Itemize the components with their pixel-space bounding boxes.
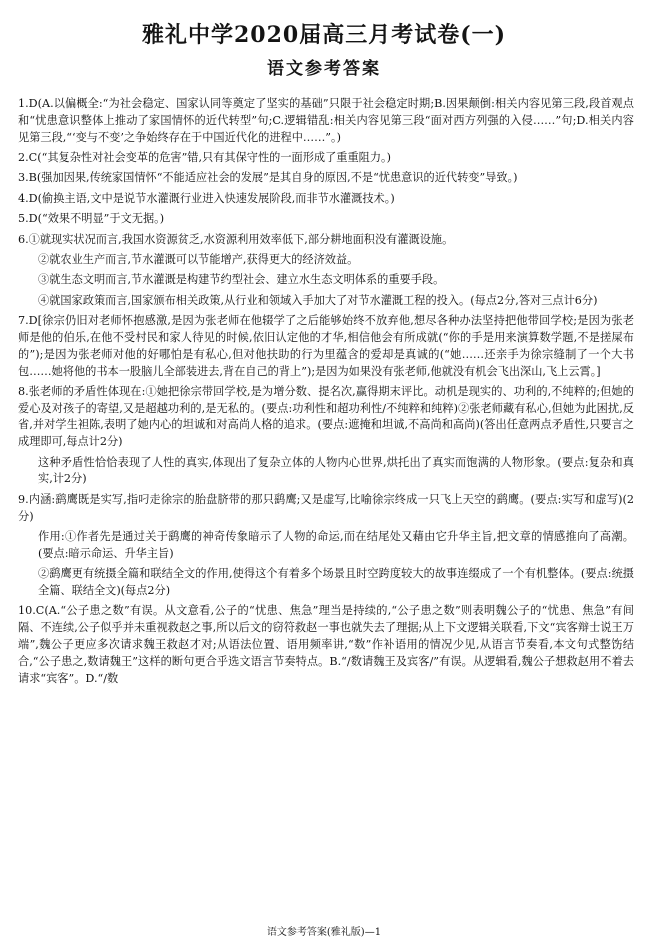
answer-6-point-2: ②就农业生产而言,节水灌溉可以节能增产,获得更大的经济效益。 bbox=[38, 252, 359, 266]
answer-8: 8.张老师的矛盾性体现在:①她把徐宗带回学校,是为增分数、提名次,赢得期末评比。动机是现实的、功利的,不纯粹的;但她的爱心及对孩子的寄望,又是超越功利的,是无私的。(要点:功利性和超功利性/不纯粹和纯粹)②张老师藏有私心,但她为此困扰,反省,并对学生袒陈,表明了她内心的坦诚和对高尚人格的追求。(要点:遮掩和坦诚,不高尚和高尚)(答出任意两点矛盾性,只要言之成理即可,每点计2分) bbox=[18, 384, 634, 449]
answer-9-meaning: 9.内涵:鹞鹰既是实写,指叼走徐宗的胎盘脐带的那只鹞鹰;又是虚写,比喻徐宗终成一只飞上天空的鹞鹰。(要点:实写和虚写)(2分) bbox=[18, 492, 634, 523]
answer-6-point-1: 6.①就现实状况而言,我国水资源贫乏,水资源利用效率低下,部分耕地面积没有灌溉设施。 bbox=[18, 232, 454, 246]
answer-3: 3.B(强加因果,传统家国情怀“不能适应社会的发展”是其自身的原因,不是“忧患意识的近代转变”导致。) bbox=[18, 171, 518, 185]
answer-10: 10.C(A.“公子患之数”有误。从文意看,公子的“忧患、焦急”理当是持续的,“公子患之数”则表明魏公子的“忧患、焦急”有间隔、不连续,公子似乎并未重视救赵之事,所以后文的窃符救赵一事也就失去了理据;从上下文逻辑关联看,下文“宾客辩士说王万端”,魏公子更应多次请求魏王救赵才对;从语法位置、语用频率讲,“数”作补语用的情况少见,从语言节奏看,本文句式整饬结合,“公子患之,数请魏王”这样的断句更合乎选文语言节奏特点。B.“/数请魏王及宾客/”有误。从逻辑看,魏公子想救赵用不着去请求“宾客”。D.“/数 bbox=[18, 604, 634, 685]
answer-5: 5.D(“效果不明显”于文无据。) bbox=[18, 212, 165, 226]
page-title: 雅礼中学2020届高三月考试卷(一) bbox=[141, 22, 507, 48]
answer-2: 2.C(“其复杂性对社会变革的危害”错,只有其保守性的一面形成了重重阻力。) bbox=[18, 150, 391, 164]
answer-1: 1.D(A.以偏概全:“为社会稳定、国家认同等奠定了坚实的基础”只限于社会稳定时期;B.因果颠倒:相关内容见第三段,段首观点和“忧患意识整体上推动了家国情怀的近代转型”句;C.逻辑错乱:相关内容见第三段“面对西方列强的入侵……”句;D.相关内容见第三段,“‘变与不变’之争始终存在于中国近代化的进程中……”。) bbox=[18, 97, 634, 144]
page-subtitle: 语文参考答案 bbox=[267, 59, 381, 79]
answer-8-summary: 这种矛盾性恰恰表现了人性的真实,体现出了复杂立体的人物内心世界,烘托出了真实而饱满的人物形象。(要点:复杂和真实,计2分) bbox=[38, 455, 634, 486]
answer-9-function-1: 作用:①作者先是通过关于鹞鹰的神奇传象暗示了人物的命运,而在结尾处又藉由它升华主旨,把文章的情感推向了高潮。(要点:暗示命运、升华主旨) bbox=[38, 530, 634, 560]
answer-6-point-4: ④就国家政策而言,国家颁布相关政策,从行业和领域入手加大了对节水灌溉工程的投入。(每点2分,答对三点计6分) bbox=[38, 293, 598, 307]
answer-7: 7.D[徐宗仍旧对老师怀抱感激,是因为张老师在他辍学了之后能够始终不放弃他,想尽各种办法坚持把他带回学校;是因为张老师是他的伯乐,在他不受村民和家人待见的时候,依旧认定他的才华,相信他会有所成就(“你的手是用来演算数学题,不是搓屎布的”);是因为张老师对他的好哪怕是有私心,但对他扶助的行为里蕴含的爱却是真诚的(“她……还亲手为徐宗缝制了一个大书包……她将他的书本一股脑儿全部装进去,背在自己的背上”);是因为如果没有张老师,他就没有机会飞出深山,飞上云霄。] bbox=[18, 314, 634, 378]
answer-9-function-2: ②鹞鹰更有统摄全篇和联结全文的作用,使得这个有着多个场景且时空跨度较大的故事连缀成了一个有机整体。(要点:统摄全篇、联结全文)(每点2分) bbox=[38, 567, 634, 598]
answer-body bbox=[18, 96, 634, 691]
answer-6-point-3: ③就生态文明而言,节水灌溉是构建节约型社会、建立水生态文明体系的重要手段。 bbox=[38, 273, 445, 287]
page-footer: 语文参考答案(雅礼版)—1 bbox=[266, 927, 382, 938]
answer-4: 4.D(偷换主语,文中是说节水灌溉行业进入快速发展阶段,而非节水灌溉技术。) bbox=[18, 191, 395, 205]
